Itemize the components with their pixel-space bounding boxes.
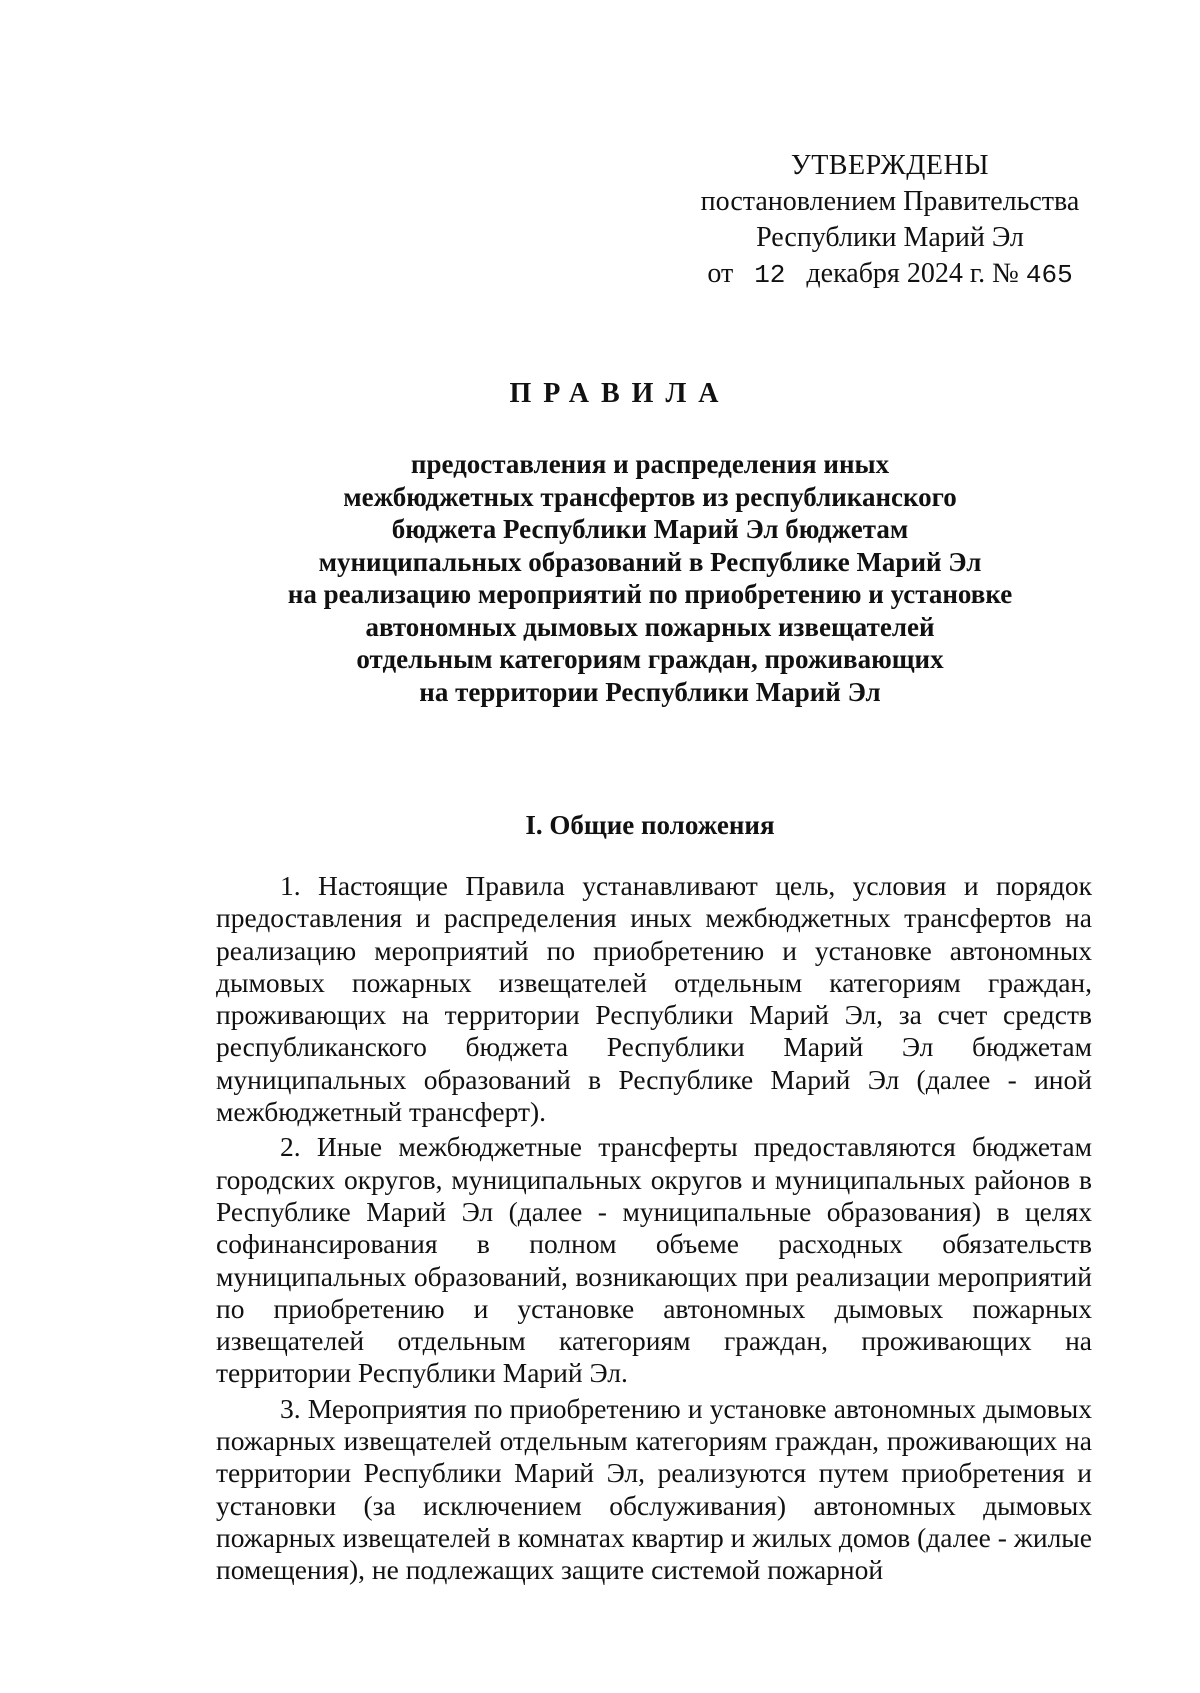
subtitle-line: отдельным категориям граждан, проживающих xyxy=(356,644,944,674)
paragraph-1: 1. Настоящие Правила устанавливают цель, условия и порядок предоставления и распределения иных межбюджетных трансфертов на реализацию мероприятий по приобретению и установке автономных дымовых пожарных извещателей отдельным категориям граждан, проживающих на территории Республики Марий Эл, за счет средств республиканского бюджета Республики Марий Эл бюджетам муниципальных образований в Республике Марий Эл (далее - иной межбюджетный трансферт). xyxy=(216,870,1092,1128)
approval-date-day: 12 xyxy=(754,260,786,290)
subtitle-line: на территории Республики Марий Эл xyxy=(419,676,881,707)
approval-line-2: Республики Марий Эл xyxy=(756,222,1024,253)
paragraph-2: 2. Иные межбюджетные трансферты предоставляются бюджетам городских округов, муниципальных округов и муниципальных районов в Республике Марий Эл (далее - муниципальные образования) в целях софинансирования в полном объеме расходных обязательств муниципальных образований, возникающих при реализации мероприятий по приобретению и установке автономных дымовых пожарных извещателей отдельным категориям граждан, проживающих на территории Республики Марий Эл. xyxy=(216,1131,1092,1389)
approval-heading: УТВЕРЖДЕНЫ xyxy=(790,150,990,181)
section-heading: I. Общие положения xyxy=(525,810,775,840)
approval-date-rest: декабря 2024 г. № xyxy=(806,258,1019,289)
paragraph-3: 3. Мероприятия по приобретению и установке автономных дымовых пожарных извещателей отдельным категориям граждан, проживающих на территории Республики Марий Эл, реализуются путем приобретения и установки (за исключением обслуживания) автономных дымовых пожарных извещателей в комнатах квартир и жилых домов (далее - жилые помещения), не подлежащих защите системой пожарной xyxy=(216,1392,1092,1586)
subtitle-line: межбюджетных трансфертов из республиканского xyxy=(343,481,957,512)
subtitle-line: предоставления и распределения иных xyxy=(410,449,890,479)
subtitle-line: автономных дымовых пожарных извещателей xyxy=(365,611,935,642)
document-subtitle xyxy=(200,448,1100,708)
subtitle-line: на реализацию мероприятий по приобретению и установке xyxy=(287,579,1013,609)
approval-number: 465 xyxy=(1025,260,1073,290)
approval-block xyxy=(690,148,1090,293)
subtitle-line: муниципальных образований в Республике Марий Эл xyxy=(318,546,982,577)
approval-date-prefix: от xyxy=(707,258,734,289)
document-title: ПРАВИЛА xyxy=(509,378,731,409)
approval-line-1: постановлением Правительства xyxy=(700,186,1080,217)
approval-date-line xyxy=(690,256,1090,293)
document-body xyxy=(216,870,1092,1587)
subtitle-line: бюджета Республики Марий Эл бюджетам xyxy=(391,514,909,544)
